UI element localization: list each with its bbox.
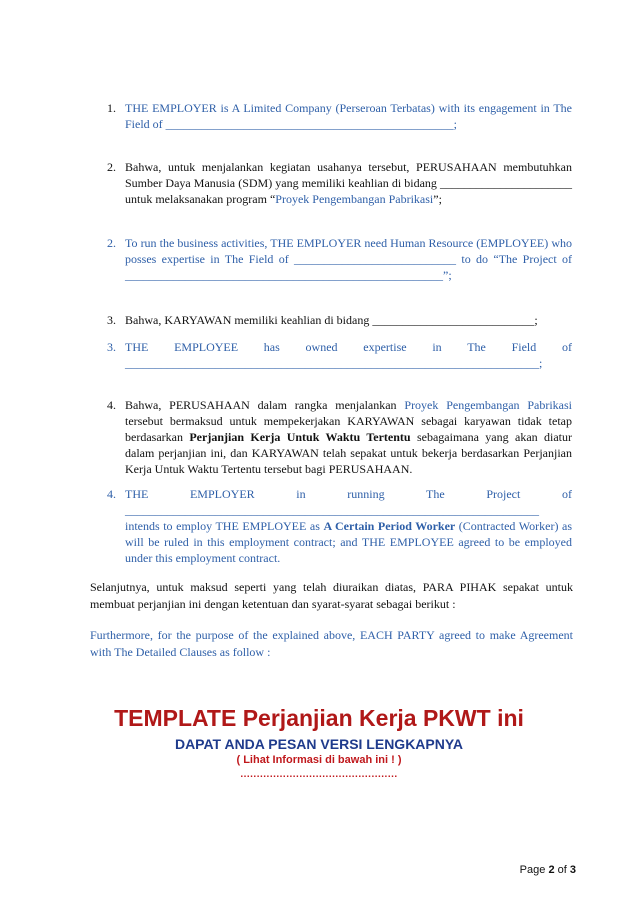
contract-type: Perjanjian Kerja Untuk Waktu Tertentu xyxy=(189,430,411,444)
text-run: tersebut bermaksud untuk mempekerjakan KARYAWAN sebagai karyawan tidak tetap berdasarkan xyxy=(125,414,572,444)
item-text-en: To run the business activities, THE EMPLOYER need Human Resource (EMPLOYEE) who posses expertise in The Field of ___________________________ to do “The Project of _____________________________________________________”; xyxy=(125,236,572,282)
item-number: 3. xyxy=(107,313,116,327)
closing-paragraph-en: Furthermore, for the purpose of the explained above, EACH PARTY agreed to make Agreement with The Detailed Clauses as follow : xyxy=(90,628,573,659)
template-subtitle: DAPAT ANDA PESAN VERSI LENGKAPNYA xyxy=(174,736,464,752)
text-run: Bahwa, untuk menjalankan kegiatan usahanya tersebut, PERUSAHAAN membutuhkan Sumber Daya Manusia (SDM) yang memiliki keahlian di bidang ______________________ untuk melaksanakan program “ xyxy=(125,160,572,206)
worker-type: A Certain Period Worker xyxy=(323,519,456,533)
template-title: TEMPLATE Perjanjian Kerja PKWT ini xyxy=(114,705,524,731)
template-dots: ................................................ xyxy=(240,769,398,780)
item-text-en xyxy=(125,339,572,371)
item-text-en: THE EMPLOYER is A Limited Company (Perseroan Terbatas) with its engagement in The Field of ________________________________________________; xyxy=(125,101,572,131)
text-line: THE EMPLOYER in running The Project of xyxy=(125,487,572,501)
program-name: Proyek Pengembangan Pabrikasi xyxy=(404,398,573,412)
of-word: of xyxy=(557,864,567,876)
item-number: 1. xyxy=(107,101,116,115)
item-text-id xyxy=(125,397,572,477)
template-info: ( Lihat Informasi di bawah ini ! ) xyxy=(236,754,402,766)
current-page: 2 xyxy=(548,864,555,876)
text-run: intends to employ THE EMPLOYEE as xyxy=(125,519,324,533)
item-number: 4. xyxy=(107,487,116,501)
text-run: Bahwa, PERUSAHAAN dalam rangka menjalankan xyxy=(125,398,405,412)
item-number: 2. xyxy=(107,160,116,174)
page-number xyxy=(520,864,576,876)
text-run: sebagaimana yang akan diatur dalam perjanjian ini, dan KARYAWAN telah sepakat untuk bekerja berdasarkan Perjanjian Kerja Untuk Waktu Tertentu tersebut bagi PERUSAHAAN. xyxy=(125,430,573,476)
text-run: (Contracted Worker) as will be ruled in this employment contract; and THE EMPLOYEE agreed to be employed under this employment contract. xyxy=(125,519,572,565)
total-pages: 3 xyxy=(569,864,576,876)
item-number: 2. xyxy=(107,236,116,250)
program-name: Proyek Pengembangan Pabrikasi xyxy=(275,192,434,206)
text-line: _____________________________________________________________________ xyxy=(125,503,539,517)
page-word: Page xyxy=(519,864,546,876)
text-line: _____________________________________________________________________; xyxy=(125,356,543,370)
text-line: THE EMPLOYEE has owned expertise in The Field of xyxy=(125,340,572,354)
item-number: 4. xyxy=(107,398,116,412)
item-text-en xyxy=(125,486,572,566)
item-text-id: Bahwa, KARYAWAN memiliki keahlian di bidang ___________________________; xyxy=(125,313,538,327)
item-number: 3. xyxy=(107,340,116,354)
text-run: ”; xyxy=(433,192,442,206)
closing-paragraph-id: Selanjutnya, untuk maksud seperti yang telah diuraikan diatas, PARA PIHAK sepakat untuk membuat perjanjian ini dengan ketentuan dan syarat-syarat sebagai berikut : xyxy=(90,580,573,611)
item-text-id xyxy=(125,159,572,207)
